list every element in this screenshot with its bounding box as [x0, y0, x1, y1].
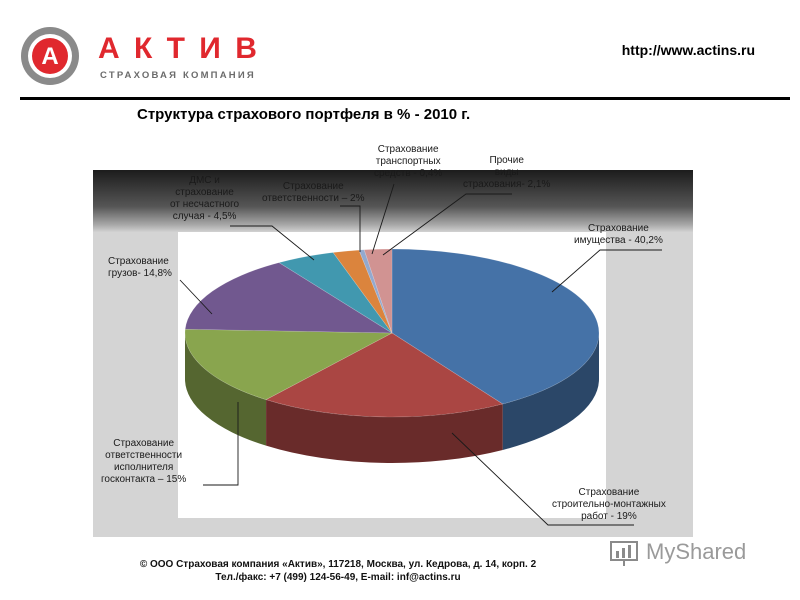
label-construction: Страхование строительно-монтажных работ - 19% — [552, 487, 666, 522]
footer-address: © ООО Страховая компания «Актив», 117218, Москва, ул. Кедрова, д. 14, корп. 2 — [139, 559, 537, 570]
brand-name: А К Т И В — [98, 32, 260, 65]
label-health: ДМС и страхование от несчастного случая - 4,5% — [170, 175, 240, 222]
leader-line-vehicles — [372, 184, 394, 254]
label-vehicles: Страхование транспортных средств - 0,4% — [374, 144, 443, 179]
label-liability: Страхование ответственности – 2% — [262, 181, 365, 204]
watermark-text: MyShared — [646, 539, 747, 564]
label-cargo: Страхование грузов- 14,8% — [108, 256, 172, 279]
leader-line-other — [383, 194, 512, 255]
label-property: Страхование имущества - 40,2% — [574, 223, 663, 246]
watermark — [608, 538, 778, 568]
site-url[interactable]: http://www.actins.ru — [621, 42, 755, 58]
leader-line-property — [552, 250, 662, 292]
leader-line-liability — [340, 206, 360, 252]
logo-letter: А — [41, 43, 59, 70]
leader-line-health — [230, 226, 314, 260]
chart-title: Структура страхового портфеля в % - 2010 г. — [137, 106, 471, 123]
presentation-icon — [608, 538, 642, 568]
brand-subtitle: СТРАХОВАЯ КОМПАНИЯ — [100, 70, 256, 81]
label-other: Прочие виды страхования- 2,1% — [463, 155, 551, 190]
footer-contacts: Тел./факс: +7 (499) 124-56-49, E-mail: inf@actins.ru — [215, 572, 461, 583]
label-contractor-liability: Страхование ответственности исполнителя госконтакта – 15% — [101, 438, 187, 485]
